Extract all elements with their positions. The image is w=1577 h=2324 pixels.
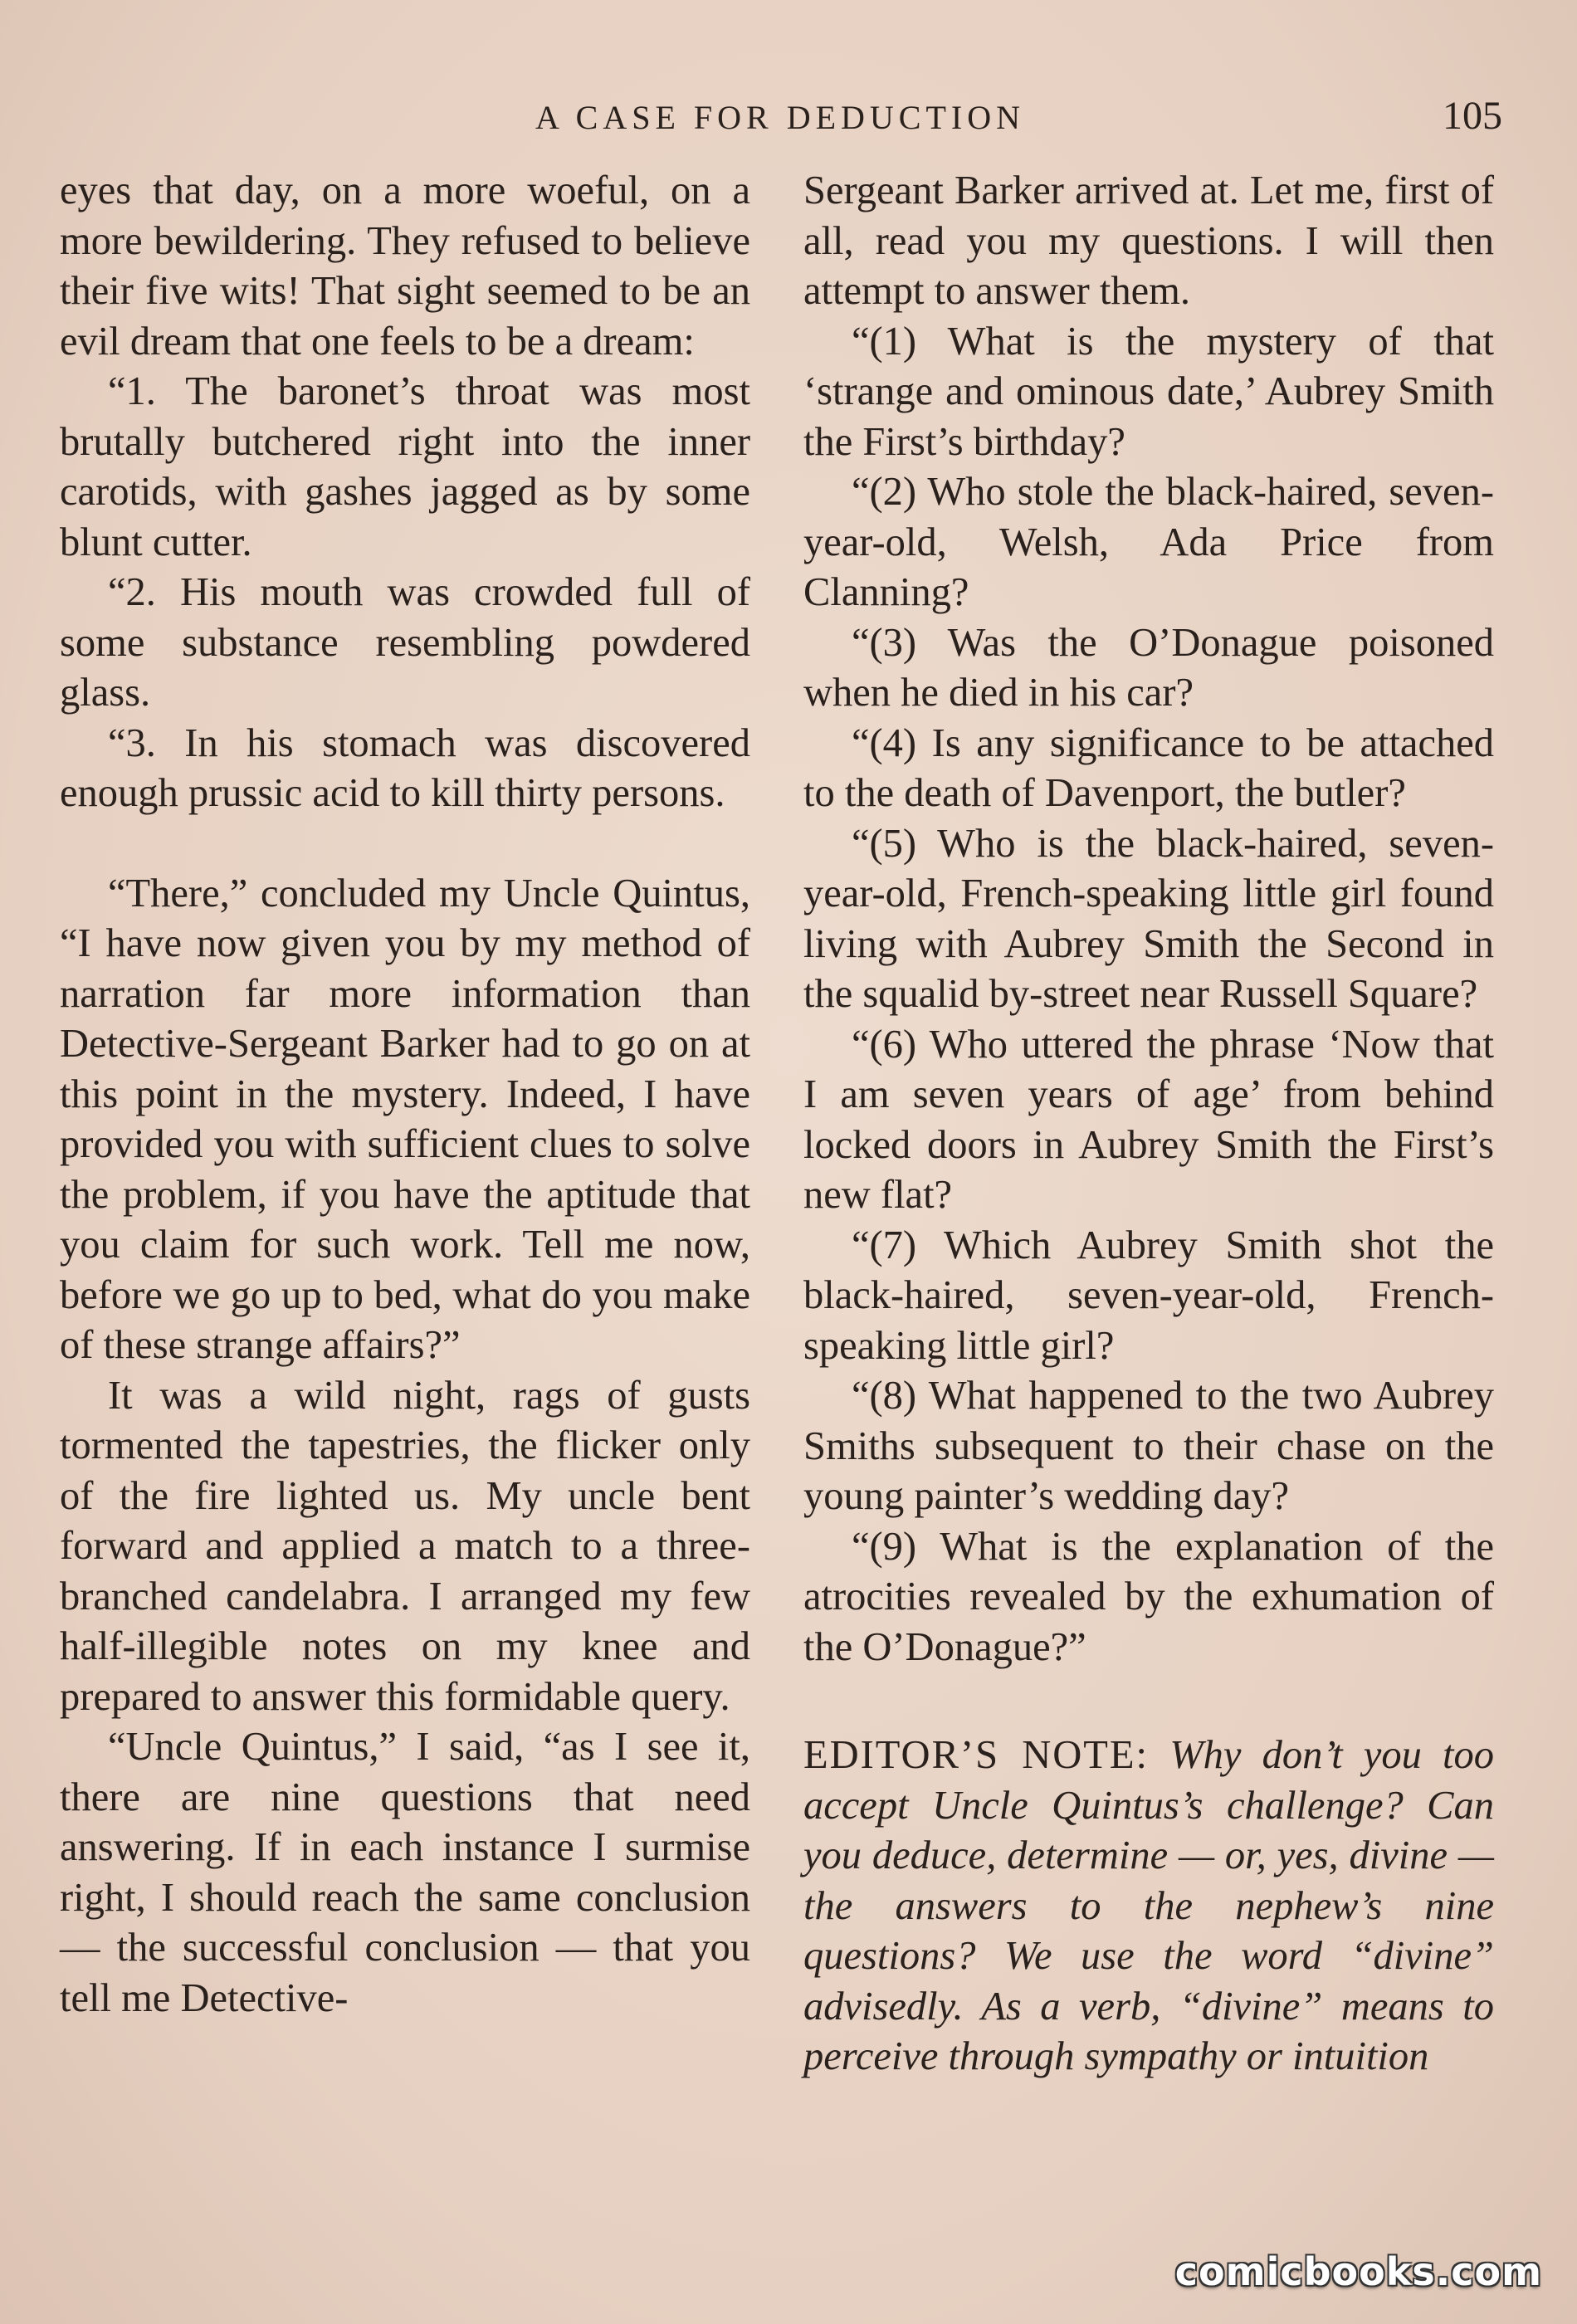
question-paragraph: “(2) Who stole the black-haired, seven-year-old, Welsh, Ada Price from Clanning?	[803, 470, 1494, 614]
editor-note-lead: EDITOR’S NOTE:	[803, 1733, 1150, 1777]
paragraph: “1. The baronet’s throat was most brutally butchered right into the inner carotids, with gashes jagged as by some blunt cutter.	[60, 369, 750, 564]
question-paragraph: “(3) Was the O’Donague poisoned when he died in his car?	[803, 620, 1494, 715]
paragraph: Sergeant Barker arrived at. Let me, first of all, read you my questions. I will then attempt to answer them.	[803, 168, 1494, 313]
paragraph: “3. In his stomach was discovered enough prussic acid to kill thirty persons.	[60, 720, 750, 815]
question-paragraph: “(6) Who uttered the phrase ‘Now that I am seven years of age’ from behind locked doors in Aubrey Smith the First’s new flat?	[803, 1022, 1494, 1217]
question-paragraph: “(1) What is the mystery of that ‘strange and ominous date,’ Aubrey Smith the First’s birthday?	[803, 319, 1494, 464]
page-header	[58, 94, 1502, 148]
editor-note	[803, 1731, 1494, 2082]
question-paragraph: “(5) Who is the black-haired, seven-year-old, French-speaking little girl found living with Aubrey Smith the Second in the squalid by-street near Russell Square?	[803, 821, 1494, 1016]
paragraph: It was a wild night, rags of gusts tormented the tapestries, the flicker only of the fire lighted us. My uncle bent forward and applied a match to a three-branched candelabra. I arranged my few half-illegible notes on my knee and prepared to answer this formidable query.	[60, 1373, 750, 1719]
paragraph: “2. His mouth was crowded full of some substance resembling powdered glass.	[60, 570, 750, 715]
watermark-logo: comicbooks.com	[1174, 2249, 1542, 2294]
running-title: A CASE FOR DEDUCTION	[535, 99, 1026, 136]
question-paragraph: “(8) What happened to the two Aubrey Smiths subsequent to their chase on the young painter’s wedding day?	[803, 1374, 1494, 1518]
question-paragraph: “(9) What is the explanation of the atrocities revealed by the exhumation of the O’Donague?”	[803, 1524, 1494, 1669]
paragraph: “Uncle Quintus,” I said, “as I see it, there are nine questions that need answering. If in each instance I surmise right, I should reach the same conclusion — the successful conclusion — that you tell me Detective-	[60, 1725, 750, 2020]
editor-note-body: Why don’t you too accept Uncle Quintus’s challenge? Can you deduce, determine — or, yes, divine — the answers to the nephew’s nine questions? We use the word “divine” advisedly. As a verb, “divine” means to perceive through sympathy or intuition	[803, 1733, 1495, 2078]
paragraph: eyes that day, on a more woeful, on a more bewildering. They refused to believe their five wits! That sight seemed to be an evil dream that one feels to be a dream:	[60, 168, 750, 364]
left-column	[60, 166, 750, 2024]
page-number: 105	[1443, 94, 1502, 138]
paragraph: “There,” concluded my Uncle Quintus, “I have now given you by my method of narration far more information than Detective-Sergeant Barker had to go on at this point in the mystery. Indeed, I have provided you with sufficient clues to solve the problem, if you have the aptitude that you claim for such work. Tell me now, before we go up to bed, what do you make of these strange affairs?”	[60, 871, 750, 1367]
right-column	[803, 166, 1494, 2082]
question-paragraph: “(4) Is any significance to be attached to the death of Davenport, the butler?	[803, 720, 1494, 815]
question-paragraph: “(7) Which Aubrey Smith shot the black-haired, seven-year-old, French-speaking little girl?	[803, 1223, 1494, 1368]
